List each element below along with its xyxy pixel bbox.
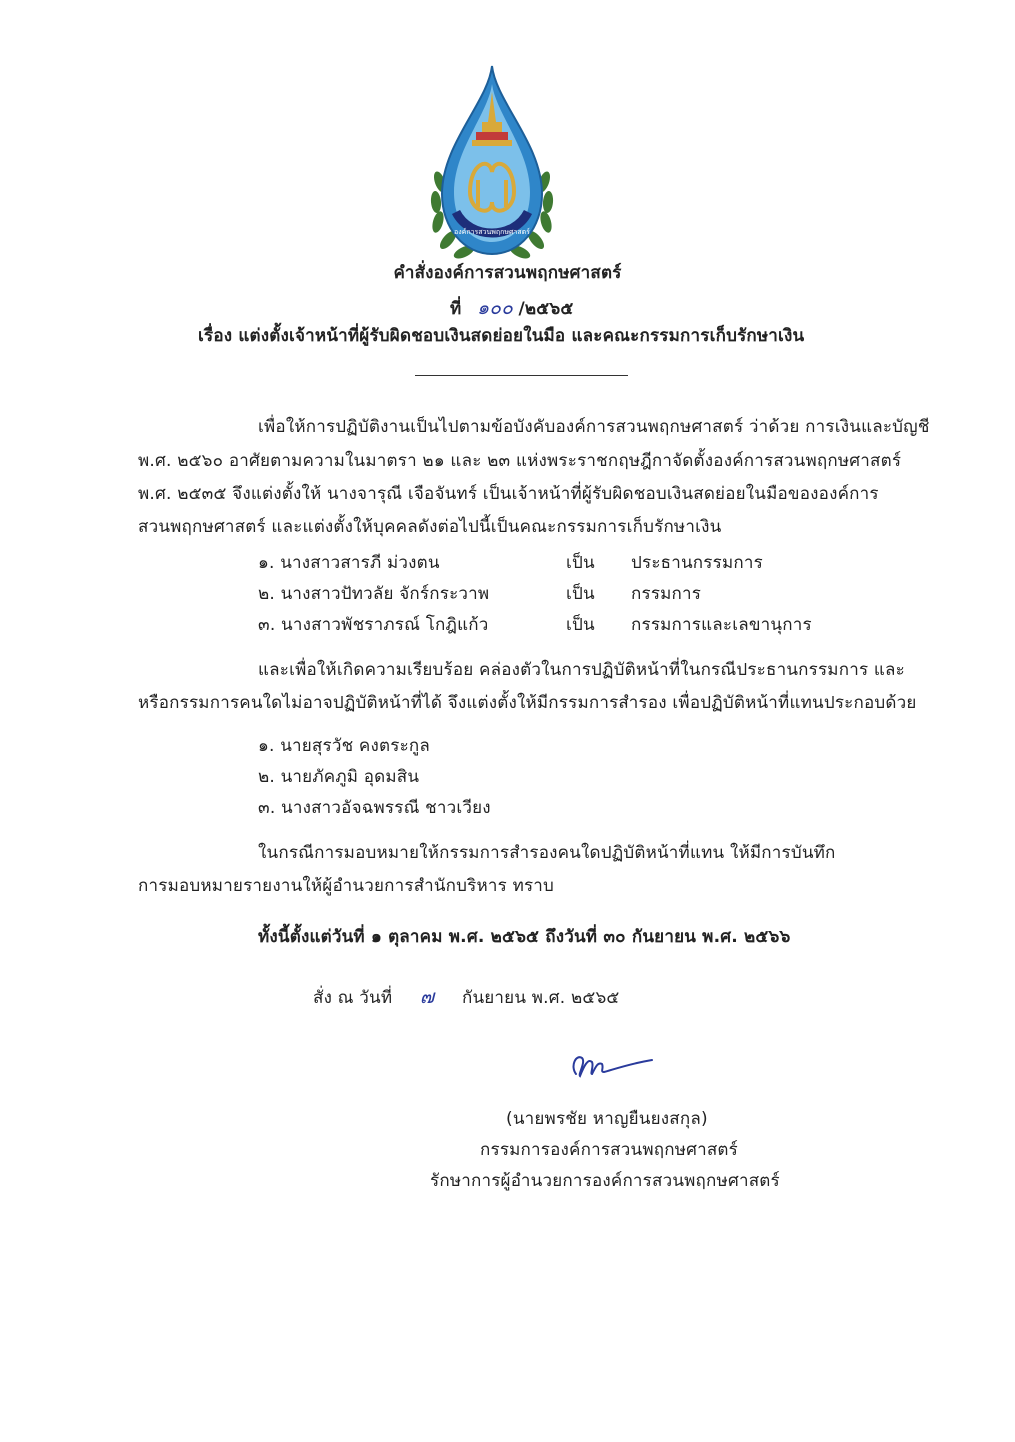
effective-period: ทั้งนี้ตั้งแต่วันที่ ๑ ตุลาคม พ.ศ. ๒๕๖๕ ถึงวันที่ ๓๐ กันยายน พ.ศ. ๒๕๖๖ xyxy=(258,927,791,947)
para1-line1: เพื่อให้การปฏิบัติงานเป็นไปตามข้อบังคับองค์การสวนพฤกษศาสตร์ ว่าด้วย การเงินและบัญชี xyxy=(258,417,930,437)
para1-line2: พ.ศ. ๒๕๖๐ อาศัยตามความในมาตรา ๒๑ และ ๒๓ แห่งพระราชกฤษฎีกาจัดตั้งองค์การสวนพฤกษศาสตร์ xyxy=(138,451,902,471)
order-date-suffix: กันยายน พ.ศ. ๒๕๖๕ xyxy=(461,988,620,1008)
committee-member-name: ๑. นางสาวสารภี ม่วงตน xyxy=(258,553,440,573)
para2-line2: หรือกรรมการคนใดไม่อาจปฏิบัติหน้าที่ได้ จึงแต่งตั้งให้มีกรรมการสำรอง เพื่อปฏิบัติหน้าที่แทนประกอบด้วย xyxy=(138,693,917,713)
signer-position-1: กรรมการองค์การสวนพฤกษศาสตร์ xyxy=(480,1140,739,1160)
committee-member-role: ประธานกรรมการ xyxy=(631,553,763,573)
signer-position-2: รักษาการผู้อำนวยการองค์การสวนพฤกษศาสตร์ xyxy=(430,1171,780,1191)
order-title: คำสั่งองค์การสวนพฤกษศาสตร์ xyxy=(393,263,622,283)
order-date-day: ๗ xyxy=(419,986,435,1008)
committee-member-as: เป็น xyxy=(566,584,595,604)
order-number xyxy=(450,297,573,320)
committee-member-name: ๒. นางสาวปัทวลัย จักร์กระวาพ xyxy=(258,584,490,604)
order-number-prefix: ที่ xyxy=(450,299,462,319)
committee-member-as: เป็น xyxy=(566,615,595,635)
order-number-handwritten: ๑๐๐ xyxy=(477,297,513,319)
para3-line2: การมอบหมายรายงานให้ผู้อำนวยการสำนักบริหาร ทราบ xyxy=(138,876,555,896)
order-subject: เรื่อง แต่งตั้งเจ้าหน้าที่ผู้รับผิดชอบเงินสดย่อยในมือ และคณะกรรมการเก็บรักษาเงิน xyxy=(198,326,805,346)
para1-line4: สวนพฤกษศาสตร์ และแต่งตั้งให้บุคคลดังต่อไปนี้เป็นคณะกรรมการเก็บรักษาเงิน xyxy=(138,517,722,537)
logo-ring-text: องค์การสวนพฤกษศาสตร์ xyxy=(454,228,530,236)
committee-member-role: กรรมการและเลขานุการ xyxy=(631,615,812,635)
committee-member-as: เป็น xyxy=(566,553,595,573)
para3-line1: ในกรณีการมอบหมายให้กรรมการสำรองคนใดปฏิบัติหน้าที่แทน ให้มีการบันทึก xyxy=(258,843,836,863)
order-date xyxy=(313,986,620,1009)
organization-logo xyxy=(430,62,554,262)
committee-member-name: ๓. นางสาวพัชราภรณ์ โกฎิแก้ว xyxy=(258,615,489,635)
order-number-suffix: /๒๕๖๕ xyxy=(518,299,574,319)
committee-member-role: กรรมการ xyxy=(631,584,702,604)
alternate-member: ๑. นายสุรวัช คงตระกูล xyxy=(258,736,431,756)
signer-name: (นายพรชัย หาญยืนยงสกุล) xyxy=(506,1109,708,1129)
alternate-member: ๒. นายภัคภูมิ อุดมสิน xyxy=(258,767,420,787)
order-date-prefix: สั่ง ณ วันที่ xyxy=(313,988,393,1008)
para1-line3: พ.ศ. ๒๕๓๕ จึงแต่งตั้งให้ นางจารุณี เจือจันทร์ เป็นเจ้าหน้าที่ผู้รับผิดชอบเงินสดย่อยในมือขององค์การ xyxy=(138,484,879,504)
signature-scribble xyxy=(568,1044,658,1084)
alternate-member: ๓. นางสาวอัจฉพรรณี ชาวเวียง xyxy=(258,798,491,818)
para2-line1: และเพื่อให้เกิดความเรียบร้อย คล่องตัวในการปฏิบัติหน้าที่ในกรณีประธานกรรมการ และ xyxy=(258,660,905,680)
header-divider xyxy=(415,375,628,376)
